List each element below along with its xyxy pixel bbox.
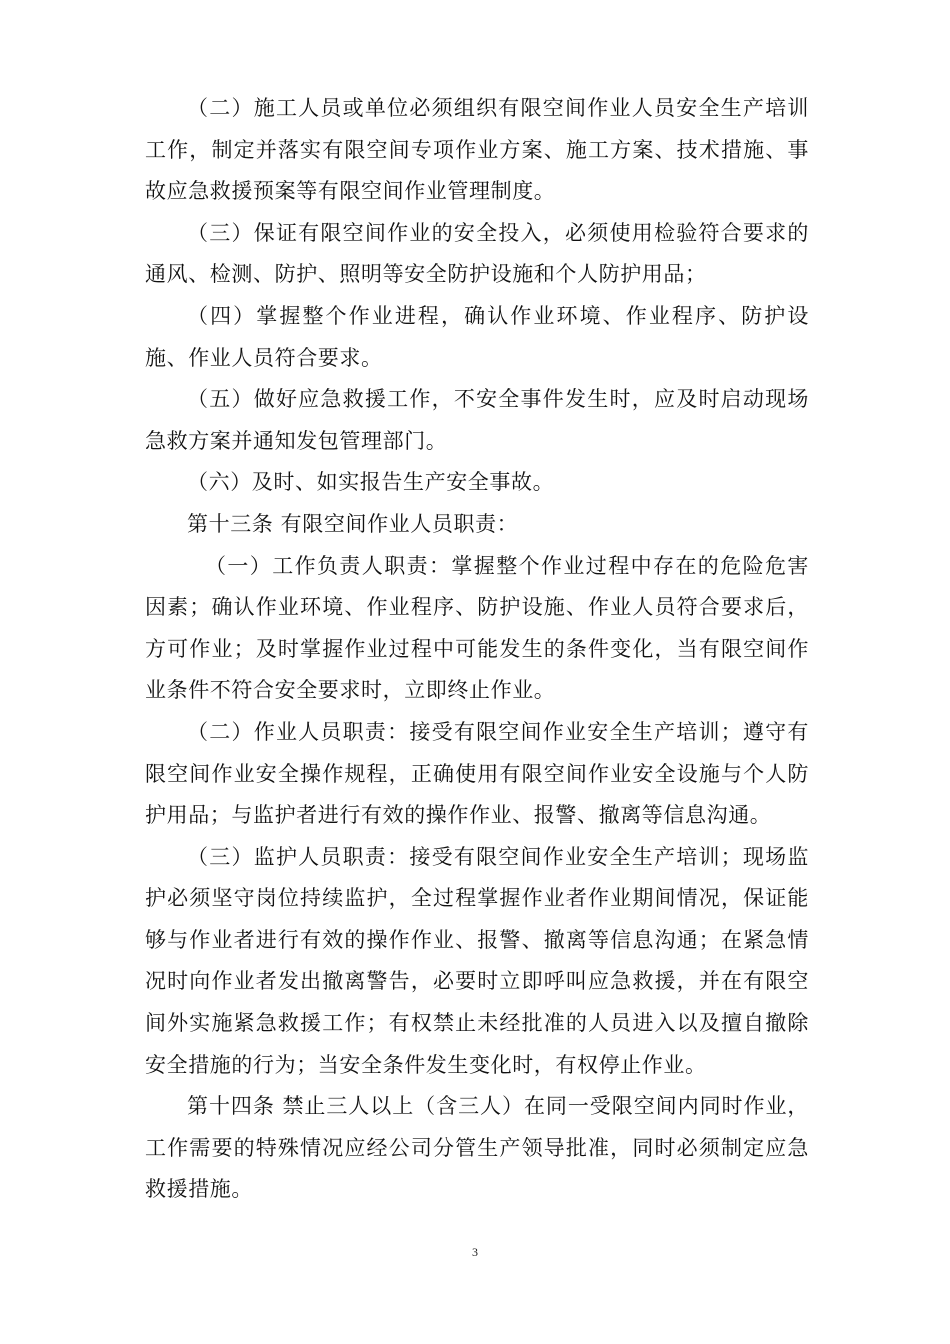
- document-body: [145, 88, 809, 1211]
- article-14: 第十四条 禁止三人以上（含三人）在同一受限空间内同时作业，工作需要的特殊情况应经公司分管生产领导批准，同时必须制定应急救援措施。: [145, 1094, 809, 1202]
- page-number: 3: [472, 1245, 478, 1259]
- paragraph-4-process-control: （四）掌握整个作业进程，确认作业环境、作业程序、防护设施、作业人员符合要求。: [145, 303, 809, 370]
- paragraph-work-leader-duties: （一）工作负责人职责：掌握整个作业过程中存在的危险危害因素；确认作业环境、作业程序、防护设施、作业人员符合要求后，方可作业；及时掌握作业过程中可能发生的条件变化，当有限空间作业条件不符合安全要求时，立即终止作业。: [145, 553, 809, 703]
- article-13-heading: 第十三条 有限空间作业人员职责：: [187, 511, 519, 536]
- paragraph-2-training: （二）施工人员或单位必须组织有限空间作业人员安全生产培训工作，制定并落实有限空间专项作业方案、施工方案、技术措施、事故应急救援预案等有限空间作业管理制度。: [145, 96, 809, 204]
- paragraph-6-accident-report: （六）及时、如实报告生产安全事故。: [187, 470, 555, 495]
- paragraph-worker-duties: （二）作业人员职责：接受有限空间作业安全生产培训；遵守有限空间作业安全操作规程，正确使用有限空间作业安全设施与个人防护用品；与监护者进行有效的操作作业、报警、撤离等信息沟通。: [145, 719, 809, 828]
- paragraph-5-emergency-rescue: （五）做好应急救援工作，不安全事件发生时，应及时启动现场急救方案并通知发包管理部门。: [145, 387, 809, 453]
- paragraph-3-safety-investment: （三）保证有限空间作业的安全投入，必须使用检验符合要求的通风、检测、防护、照明等安全防护设施和个人防护用品；: [145, 220, 809, 287]
- paragraph-supervisor-duties: （三）监护人员职责：接受有限空间作业安全生产培训；现场监护必须坚守岗位持续监护，全过程掌握作业者作业期间情况，保证能够与作业者进行有效的操作作业、报警、撤离等信息沟通；在紧急情况时向作业者发出撤离警告，必要时立即呼叫应急救援，并在有限空间外实施紧急救援工作；有权禁止未经批准的人员进入以及擅自撤除安全措施的行为；当安全条件发生变化时，有权停止作业。: [145, 844, 809, 1077]
